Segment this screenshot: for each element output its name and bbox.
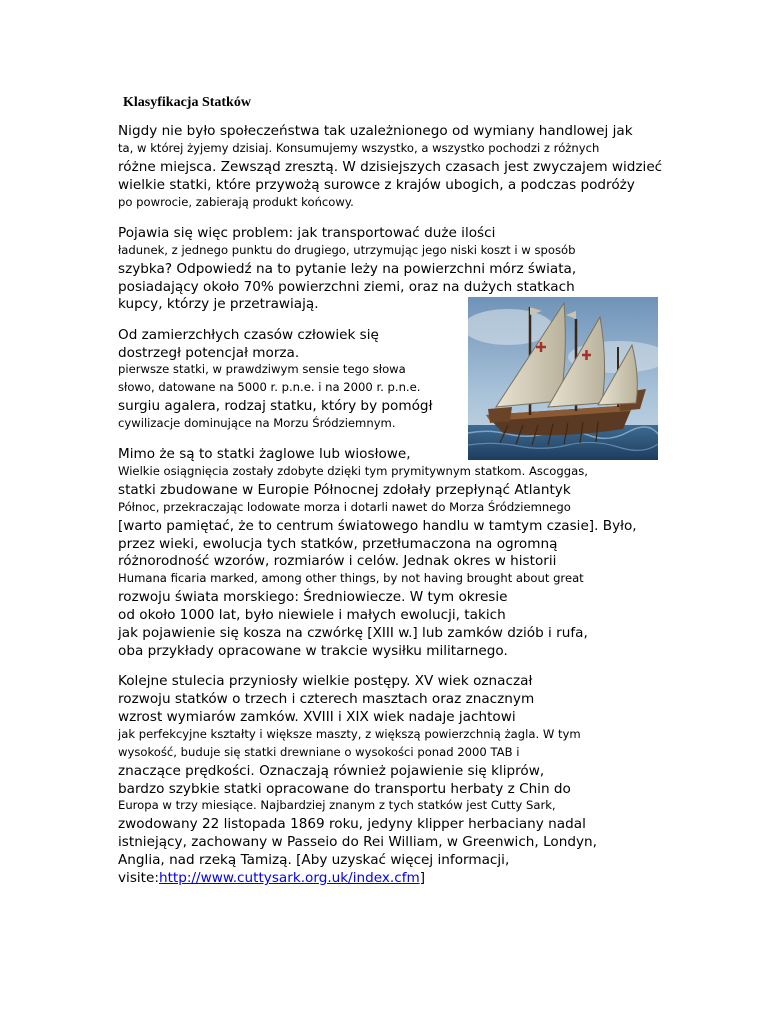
text-line: jak perfekcyjne kształty i większe maszty, z większą powierzchnią żagla. W tym — [118, 727, 581, 741]
text-line: Od zamierzchłych czasów człowiek się — [118, 327, 379, 343]
text-line: szybka? Odpowiedź na to pytanie leży na powierzchni mórz świata, — [118, 261, 577, 277]
text-line: jak pojawienie się kosza na czwórkę [XIII w.] lub zamków dziób i rufa, — [118, 625, 588, 641]
text-line: bardzo szybkie statki opracowane do transportu herbaty z Chin do — [118, 781, 571, 797]
text-fragment: visite: — [118, 870, 159, 886]
text-line: od około 1000 lat, było niewiele i małych ewolucji, takich — [118, 607, 506, 623]
text-line: zwodowany 22 listopada 1869 roku, jedyny klipper herbaciany nadal — [118, 816, 586, 832]
text-line: Północ, przekraczając lodowate morza i dotarli nawet do Morza Śródziemnego — [118, 500, 571, 514]
document-title: Klasyfikacja Statków — [123, 95, 251, 110]
text-line: Mimo że są to statki żaglowe lub wiosłowe, — [118, 446, 411, 462]
text-line: różnorodność wzorów, rozmiarów i celów. Jednak okres w historii — [118, 553, 557, 569]
text-line: wzrost wymiarów zamków. XVIII i XIX wiek nadaje jachtowi — [118, 709, 516, 725]
text-line: przez wieki, ewolucja tych statków, przetłumaczona na ogromną — [118, 536, 558, 552]
text-line: wysokość, buduje się statki drewniane o wysokości ponad 2000 TAB i — [118, 745, 520, 759]
text-line: rozwoju statków o trzech i czterech masztach oraz znacznym — [118, 691, 535, 707]
text-line: oba przykłady opracowane w trakcie wysiłku militarnego. — [118, 643, 508, 659]
text-line: Anglia, nad rzeką Tamizą. [Aby uzyskać więcej informacji, — [118, 852, 510, 868]
text-line: pierwsze statki, w prawdziwym sensie tego słowa — [118, 362, 406, 376]
cutty-sark-link[interactable]: http://www.cuttysark.org.uk/index.cfm — [158, 870, 420, 886]
text-line: rozwoju świata morskiego: Średniowiecze. W tym okresie — [118, 589, 508, 605]
text-line: wielkie statki, które przywożą surowce z krajów ubogich, a podczas podróży — [118, 177, 635, 193]
text-line: [warto pamiętać, że to centrum światowego handlu w tamtym czasie]. Było, — [118, 518, 637, 534]
text-line: znaczące prędkości. Oznaczają również pojawienie się kliprów, — [118, 763, 545, 779]
text-line: różne miejsca. Zewsząd zresztą. W dzisiejszych czasach jest zwyczajem widzieć — [118, 159, 663, 175]
last-text-line — [118, 872, 425, 886]
ship-illustration — [468, 297, 658, 460]
text-line: surgiu agalera, rodzaj statku, który by pomógł — [118, 398, 433, 414]
text-line: kupcy, którzy je przetrawiają. — [118, 296, 319, 312]
text-line: Kolejne stulecia przyniosły wielkie postępy. XV wiek oznaczał — [118, 673, 533, 689]
text-line: Europa w trzy miesiące. Najbardziej znanym z tych statków jest Cutty Sark, — [118, 798, 556, 812]
text-line: Pojawia się więc problem: jak transportować duże ilości — [118, 225, 496, 241]
text-line: ta, w której żyjemy dzisiaj. Konsumujemy wszystko, a wszystko pochodzi z różnych — [118, 141, 600, 155]
text-line: cywilizacje dominujące na Morzu Śródziemnym. — [118, 416, 396, 430]
text-line: po powrocie, zabierają produkt końcowy. — [118, 195, 354, 209]
text-line: Humana ficaria marked, among other things, by not having brought about great — [118, 571, 584, 585]
text-line: ładunek, z jednego punktu do drugiego, utrzymując jego niski koszt i w sposób — [118, 243, 576, 257]
text-line: posiadający około 70% powierzchni ziemi, oraz na dużych statkach — [118, 279, 575, 295]
text-line: statki zbudowane w Europie Północnej zdołały przepłynąć Atlantyk — [118, 482, 571, 498]
text-fragment: ] — [419, 870, 426, 886]
text-line: Wielkie osiągnięcia zostały zdobyte dzięki tym prymitywnym statkom. Ascoggas, — [118, 464, 588, 478]
text-line: istniejący, zachowany w Passeio do Rei William, w Greenwich, Londyn, — [118, 834, 597, 850]
text-line: dostrzegł potencjał morza. — [118, 345, 300, 361]
text-line: słowo, datowane na 5000 r. p.n.e. i na 2000 r. p.n.e. — [118, 380, 421, 394]
text-line: Nigdy nie było społeczeństwa tak uzależnionego od wymiany handlowej jak — [118, 123, 633, 139]
